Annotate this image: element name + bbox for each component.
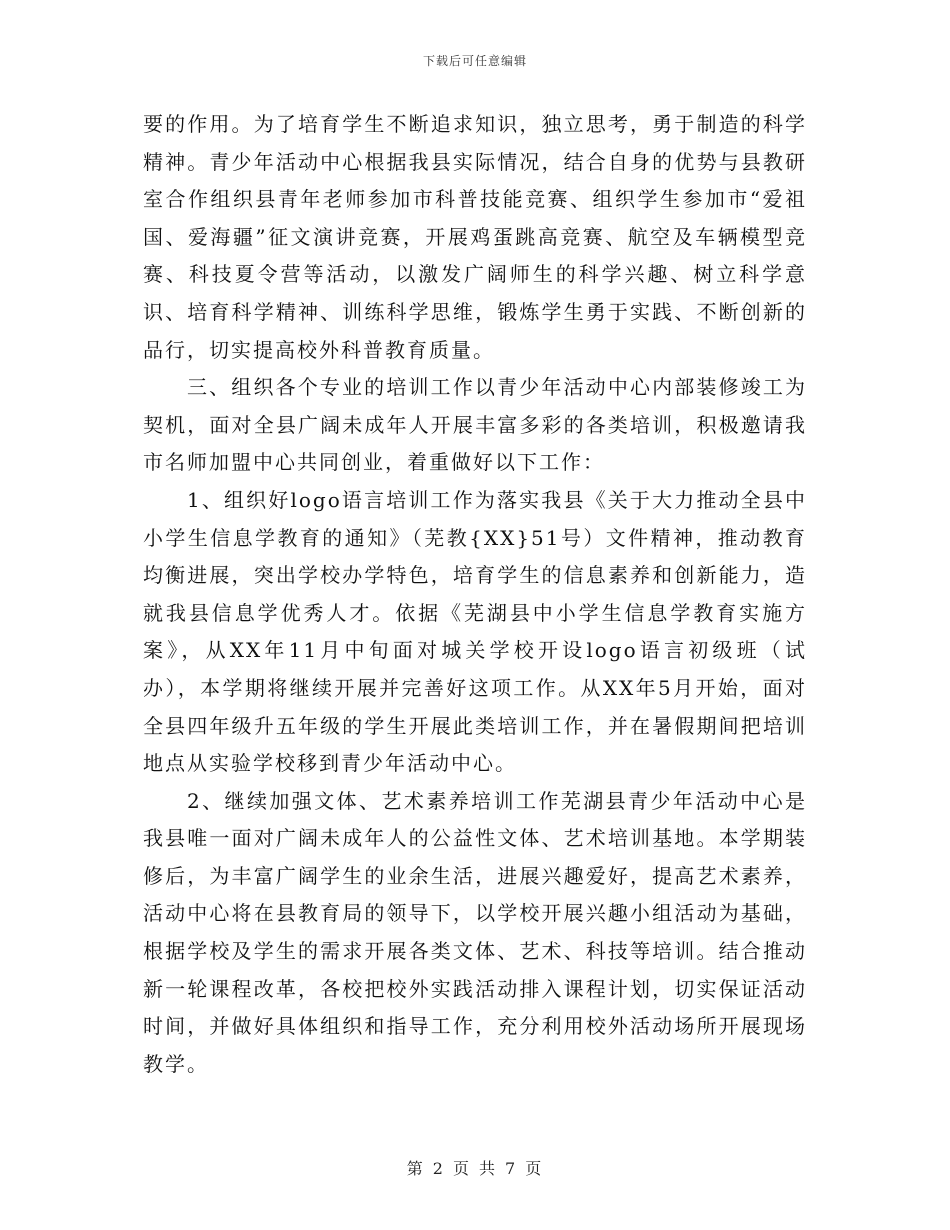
paragraph-1: 要的作用。为了培育学生不断追求知识，独立思考，勇于制造的科学精神。青少年活动中心根据我县实际情况，结合自身的优势与县教研室合作组织县青年老师参加市科普技能竞赛、组织学生参加市“爱祖国、爱海疆”征文演讲竞赛，开展鸡蛋跳高竞赛、航空及车辆模型竞赛、科技夏令营等活动，以激发广阔师生的科学兴趣、树立科学意识、培育科学精神、训练科学思维，锻炼学生勇于实践、不断创新的品行，切实提高校外科普教育质量。 [143,112,807,362]
current-page-number: 2 [432,1159,445,1178]
paragraph-4: 2、继续加强文体、艺术素养培训工作芜湖县青少年活动中心是我县唯一面对广阔未成年人的公益性文体、艺术培训基地。本学期装修后，为丰富广阔学生的业余生活，进展兴趣爱好，提高艺术素养，活动中心将在县教育局的领导下，以学校开展兴趣小组活动为基础，根据学校及学生的需求开展各类文体、艺术、科技等培训。结合推动新一轮课程改革，各校把校外实践活动排入课程计划，切实保证活动时间，并做好具体组织和指导工作，充分利用校外活动场所开展现场教学。 [143,788,807,1076]
footer-prefix: 第 [406,1159,425,1178]
page-header-note: 下载后可任意编辑 [422,54,527,68]
page-number-footer [0,1156,950,1179]
total-pages-number: 7 [505,1159,518,1178]
footer-page-word: 页 [452,1159,471,1178]
paragraph-3: 1、组织好logo语言培训工作为落实我县《关于大力推动全县中小学生信息学教育的通知》（芜教{XX}51号）文件精神，推动教育均衡进展，突出学校办学特色，培育学生的信息素养和创新能力，造就我县信息学优秀人才。依据《芜湖县中小学生信息学教育实施方案》，从XX年11月中旬面对城关学校开设logo语言初级班（试办），本学期将继续开展并完善好这项工作。从XX年5月开始，面对全县四年级升五年级的学生开展此类培训工作，并在暑假期间把培训地点从实验学校移到青少年活动中心。 [143,487,807,776]
footer-suffix: 页 [525,1159,544,1178]
footer-total-word: 共 [479,1159,498,1178]
paragraph-2: 三、组织各个专业的培训工作以青少年活动中心内部装修竣工为契机，面对全县广阔未成年人开展丰富多彩的各类培训，积极邀请我市名师加盟中心共同创业，着重做好以下工作： [143,375,807,475]
document-body [143,106,807,1083]
